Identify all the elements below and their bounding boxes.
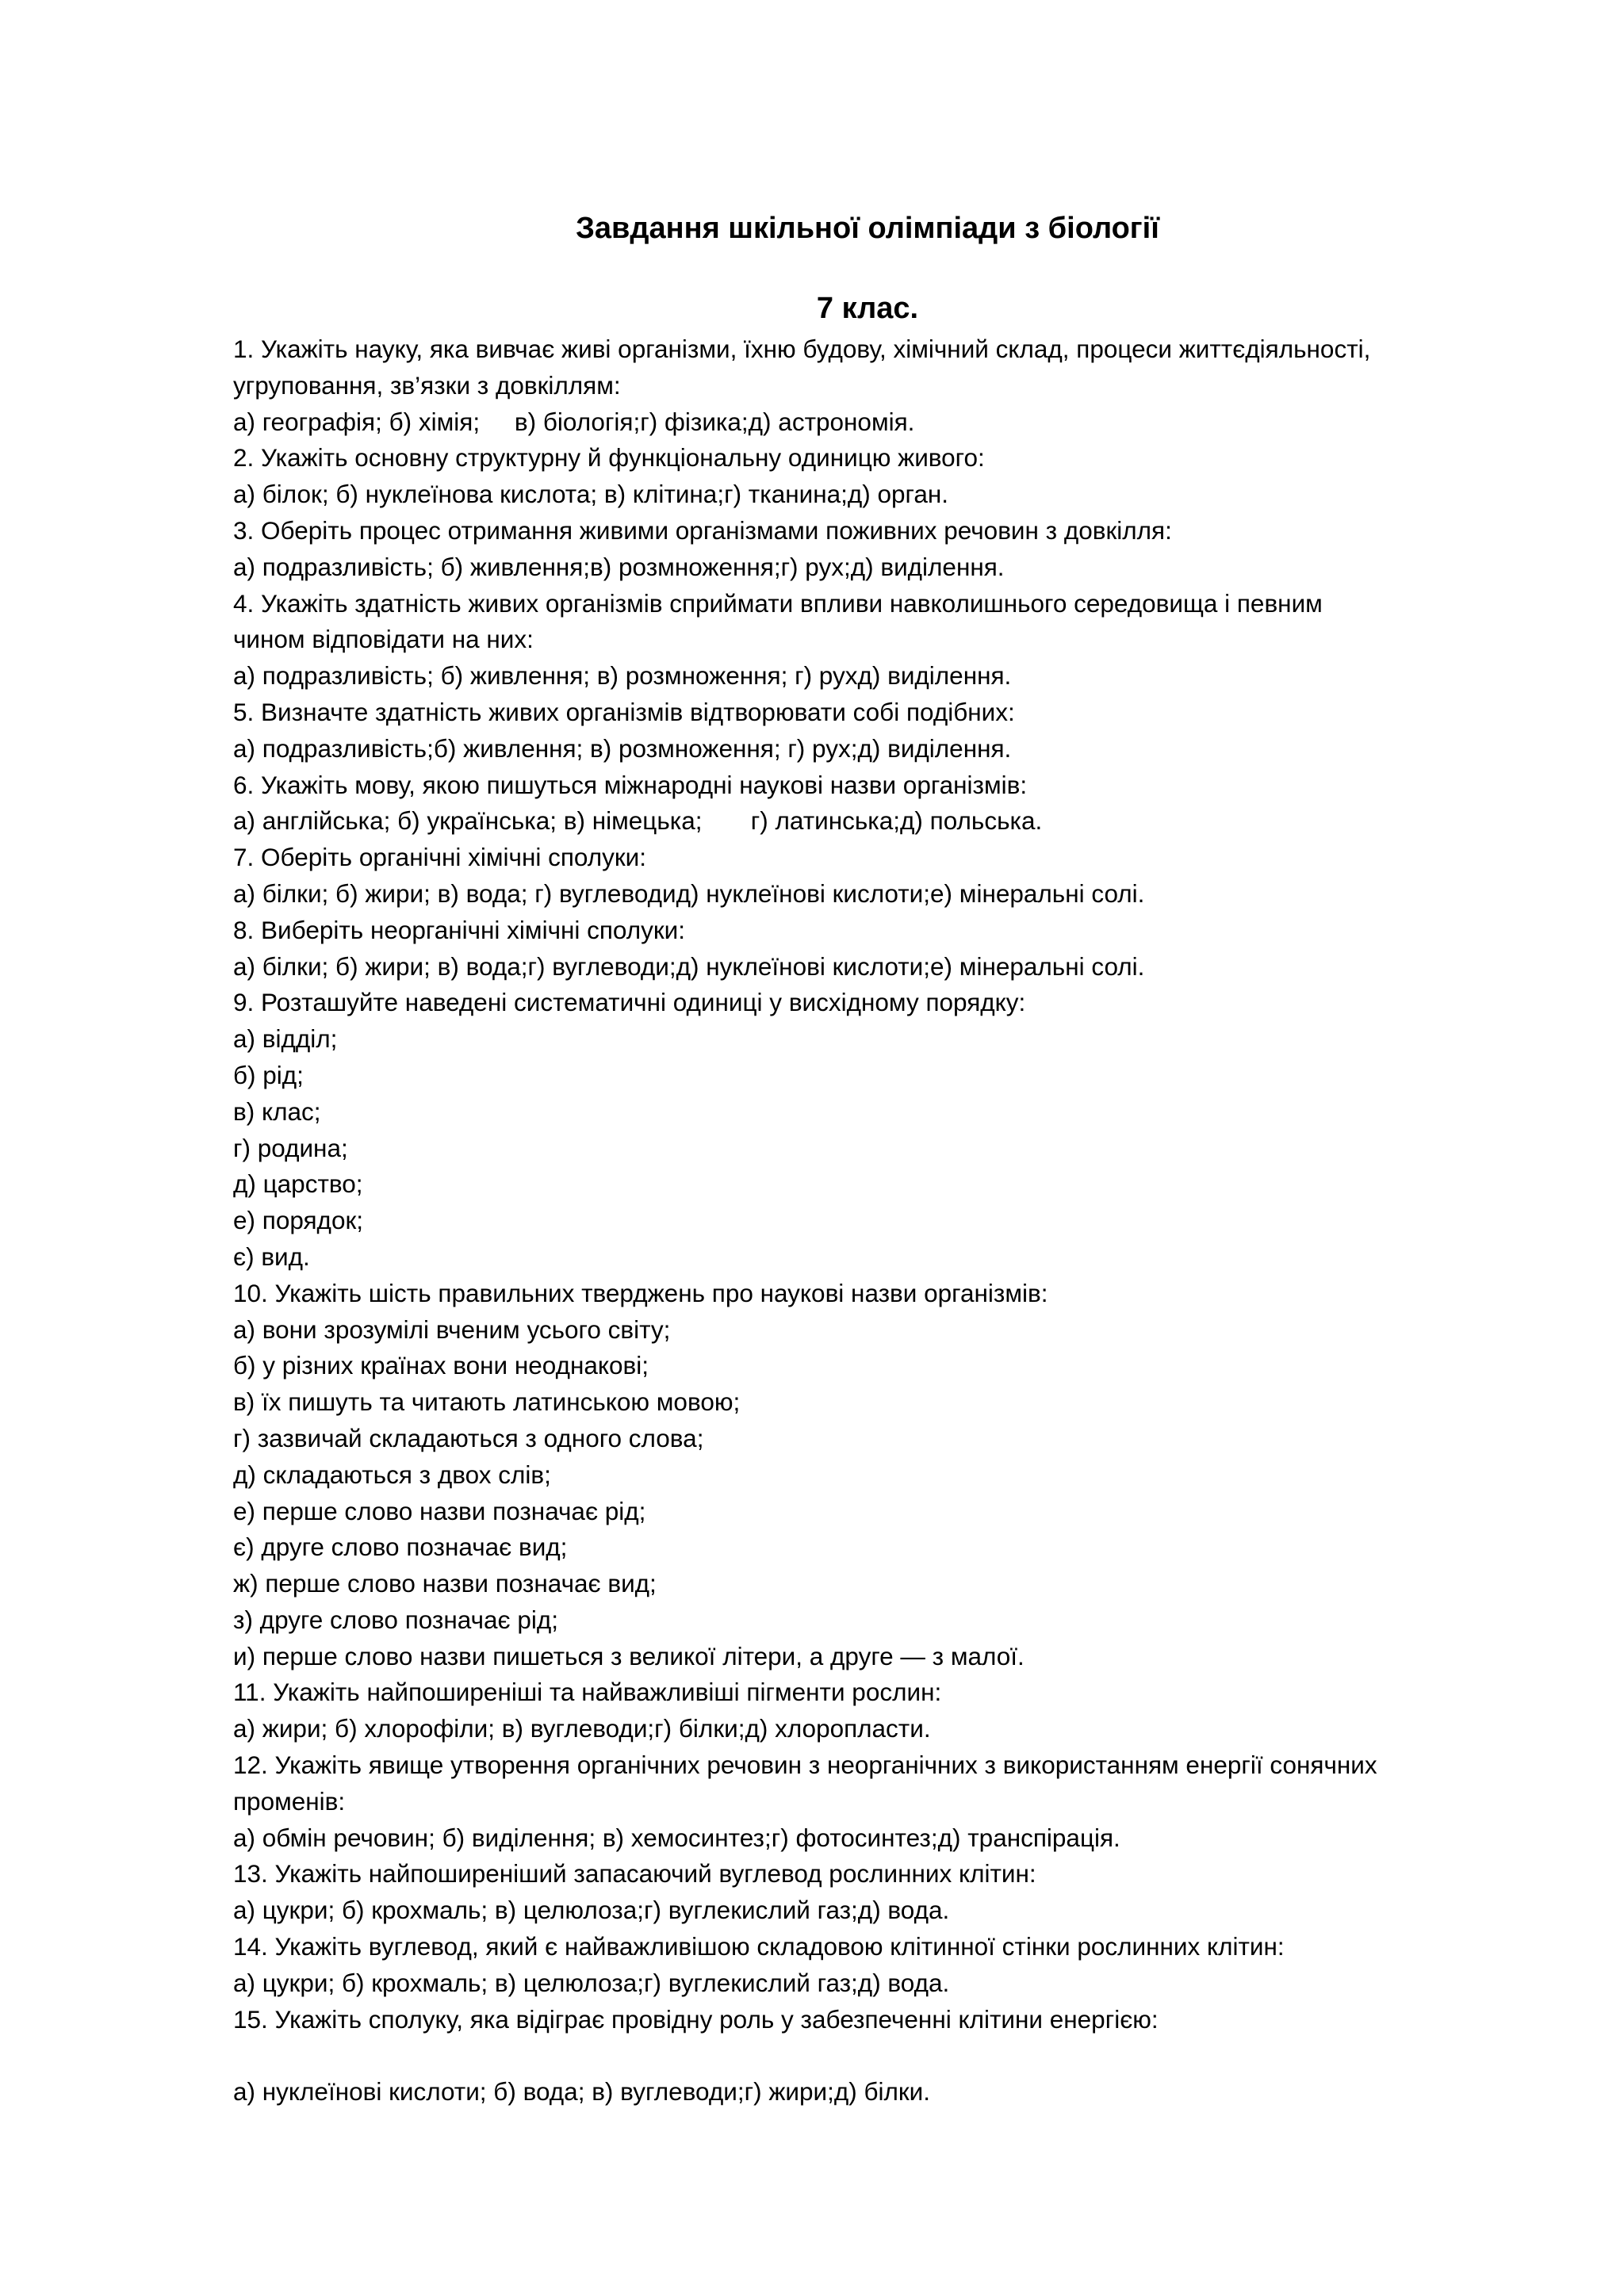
- text-line: з) друге слово позначає рід;: [233, 1605, 558, 1634]
- text-line: д) складаються з двох слів;: [233, 1460, 551, 1489]
- text-line: чином відповідати на них:: [233, 625, 534, 654]
- text-line: д) царство;: [233, 1169, 363, 1199]
- document-title: Завдання шкільної олімпіади з біології: [576, 212, 1159, 245]
- text-line: а) відділ;: [233, 1024, 338, 1054]
- text-line: 15. Укажіть сполуку, яка відіграє провідну роль у забезпеченні клітини енергією:: [233, 2004, 1159, 2034]
- text-line: 6. Укажіть мову, якою пишуться міжнародні наукові назви організмів:: [233, 770, 1028, 799]
- text-line: в) клас;: [233, 1096, 321, 1126]
- text-line: и) перше слово назви пишеться з великої літери, а друге — з малої.: [233, 1641, 1025, 1670]
- text-line: в) їх пишуть та читають латинською мовою;: [233, 1387, 741, 1417]
- text-line: б) у різних країнах вони неоднакові;: [233, 1351, 649, 1380]
- document-grade: 7 клас.: [816, 292, 919, 325]
- text-line: 11. Укажіть найпоширеніші та найважливіші пігменти рослин:: [233, 1678, 942, 1707]
- text-line: а) білки; б) жири; в) вода;г) вуглеводи;д) нуклеїнові кислоти;е) мінеральні солі.: [233, 951, 1145, 981]
- text-line: 7. Оберіть органічні хімічні сполуки:: [233, 843, 646, 872]
- text-line: променів:: [233, 1786, 346, 1816]
- text-line: 2. Укажіть основну структурну й функціональну одиницю живого:: [233, 443, 985, 473]
- text-line: а) цукри; б) крохмаль; в) целюлоза;г) вуглекислий газ;д) вода.: [233, 1896, 950, 1925]
- text-line: а) нуклеїнові кислоти; б) вода; в) вуглеводи;г) жири;д) білки.: [233, 2077, 931, 2107]
- text-line: а) жири; б) хлорофіли; в) вуглеводи;г) білки;д) хлоропласти.: [233, 1714, 931, 1743]
- text-line: а) подразливість; б) живлення; в) розмноження; г) рухд) виділення.: [233, 661, 1012, 691]
- text-line: 5. Визначте здатність живих організмів відтворювати собі подібних:: [233, 697, 1015, 726]
- text-line: угруповання, зв’язки з довкіллям:: [233, 370, 621, 400]
- text-line: а) англійська; б) українська; в) німецька; г) латинська;д) польська.: [233, 806, 1043, 836]
- text-line: 10. Укажіть шість правильних тверджень про наукові назви організмів:: [233, 1278, 1048, 1307]
- text-line: а) вони зрозумілі вченим усього світу;: [233, 1314, 671, 1344]
- text-line: ж) перше слово назви позначає вид;: [233, 1569, 657, 1598]
- text-line: г) зазвичай складаються з одного слова;: [233, 1423, 704, 1452]
- text-line: 13. Укажіть найпоширеніший запасаючий вуглевод рослинних клітин:: [233, 1859, 1036, 1888]
- text-line: а) білок; б) нуклеїнова кислота; в) клітина;г) тканина;д) орган.: [233, 480, 949, 509]
- text-line: 9. Розташуйте наведені систематичні одиниці у висхідному порядку:: [233, 988, 1026, 1017]
- text-line: а) цукри; б) крохмаль; в) целюлоза;г) вуглекислий газ;д) вода.: [233, 1968, 950, 1997]
- text-line: 14. Укажіть вуглевод, який є найважливішою складовою клітинної стінки рослинних клітин:: [233, 1932, 1285, 1961]
- document-body: [233, 331, 1534, 2110]
- text-line: е) перше слово назви позначає рід;: [233, 1496, 646, 1525]
- text-line: а) подразливість; б) живлення;в) розмноження;г) рух;д) виділення.: [233, 552, 1005, 581]
- text-line: [233, 2038, 1534, 2074]
- text-line: г) родина;: [233, 1133, 348, 1162]
- text-line: 4. Укажіть здатність живих організмів сприймати впливи навколишнього середовища і певним: [233, 588, 1323, 618]
- text-line: а) подразливість;б) живлення; в) розмноження; г) рух;д) виділення.: [233, 733, 1012, 763]
- text-line: є) друге слово позначає вид;: [233, 1533, 568, 1562]
- text-line: 12. Укажіть явище утворення органічних речовин з неорганічних з використанням енергії сонячних: [233, 1751, 1377, 1780]
- text-line: б) рід;: [233, 1060, 304, 1089]
- text-line: є) вид.: [233, 1242, 310, 1271]
- text-line: е) порядок;: [233, 1206, 363, 1235]
- text-line: 1. Укажіть науку, яка вивчає живі організми, їхню будову, хімічний склад, процеси життєдіяльності,: [233, 335, 1371, 363]
- text-line: а) білки; б) жири; в) вода; г) вуглеводид) нуклеїнові кислоти;е) мінеральні солі.: [233, 878, 1145, 908]
- text-line: 8. Виберіть неорганічні хімічні сполуки:: [233, 915, 686, 944]
- text-line: а) обмін речовин; б) виділення; в) хемосинтез;г) фотосинтез;д) транспірація.: [233, 1823, 1120, 1852]
- text-line: 3. Оберіть процес отримання живими організмами поживних речовин з довкілля:: [233, 515, 1172, 545]
- text-line: а) географія; б) хімія; в) біологія;г) фізика;д) астрономія.: [233, 407, 915, 436]
